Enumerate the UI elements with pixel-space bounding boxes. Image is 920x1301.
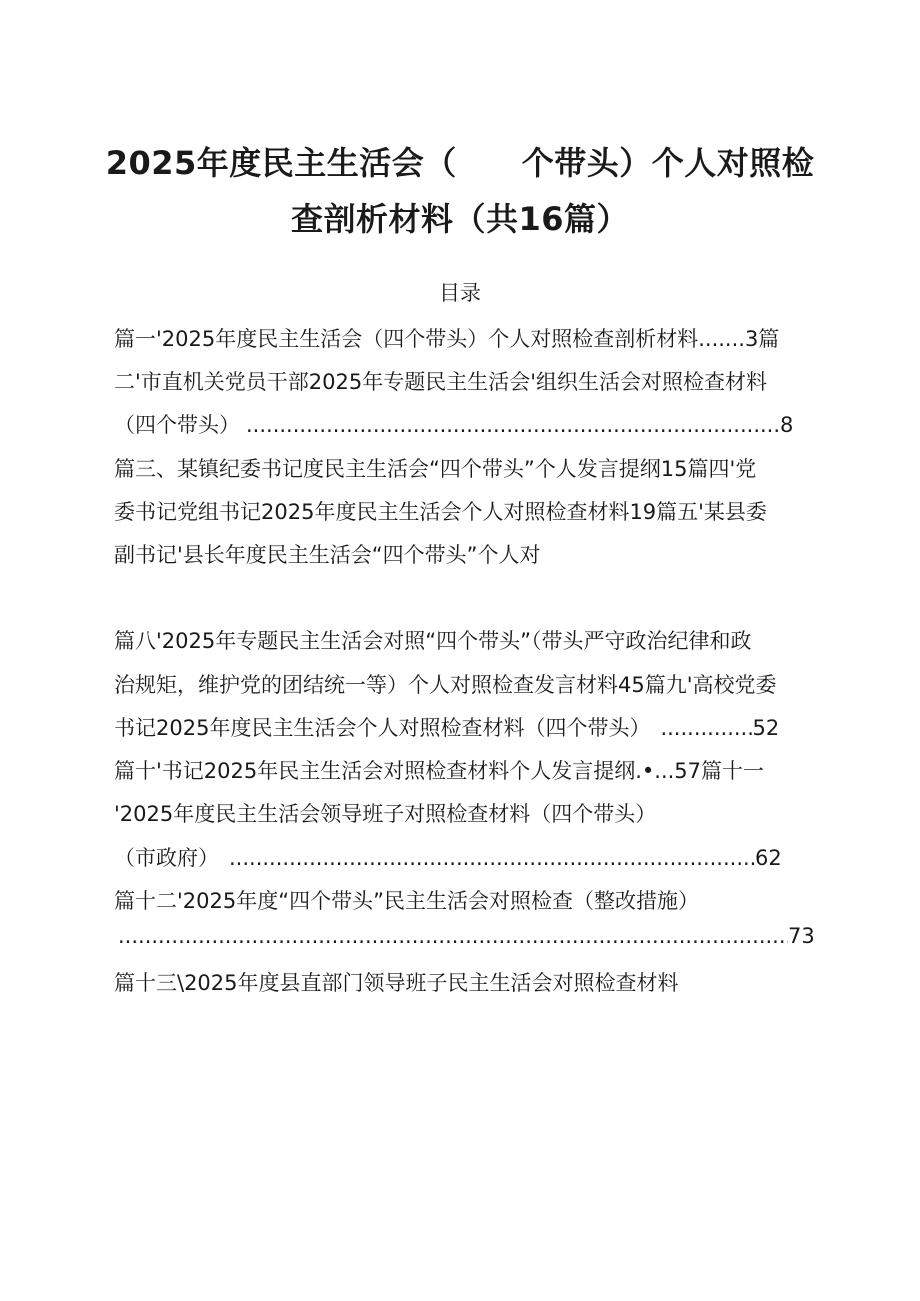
toc-page-number: 62	[755, 846, 782, 870]
dot-leader	[118, 922, 788, 950]
dot-leader	[246, 411, 780, 439]
toc-line-14[interactable]	[118, 922, 815, 950]
toc-line-5[interactable]: 委书记党组书记2025年度民主生活会个人对照检查材料19篇五'某县委	[114, 500, 767, 524]
toc-line-7[interactable]: 篇八'2025年专题民主生活会对照“四个带头”（带头严守政治纪律和政	[114, 629, 752, 653]
toc-heading: 目录	[439, 281, 481, 305]
toc-line-3[interactable]	[114, 411, 793, 439]
toc-line-11[interactable]: '2025年度民主生活会领导班子对照检查材料（四个带头）	[114, 802, 657, 826]
toc-entry-text: （四个带头）	[114, 413, 240, 437]
toc-line-9[interactable]	[114, 714, 779, 742]
toc-entry-text: （市政府）	[114, 846, 219, 870]
toc-line-1[interactable]: 篇一'2025年度民主生活会（四个带头）个人对照检查剖析材料.......3篇	[114, 327, 780, 351]
toc-line-10[interactable]: 篇十'书记2025年民主生活会对照检查材料个人发言提纲.•...57篇十一	[114, 759, 765, 783]
toc-entry-text: 书记2025年度民主生活会个人对照检查材料（四个带头）	[114, 716, 651, 740]
toc-page-number: 8	[780, 413, 794, 437]
toc-line-6[interactable]: 副书记'县长年度民主生活会“四个带头”个人对	[114, 543, 541, 567]
dot-leader	[660, 714, 752, 742]
toc-page-number: 52	[752, 716, 780, 740]
toc-page-number: 73	[788, 924, 815, 948]
toc-line-15[interactable]: 篇十三\2025年度县直部门领导班子民主生活会对照检查材料	[114, 971, 679, 995]
toc-line-8[interactable]: 治规矩，维护党的团结统一等）个人对照检查发言材料45篇九'高校党委	[114, 673, 777, 697]
document-title-line-2: 查剖析材料（共16篇）	[290, 200, 630, 238]
toc-line-4[interactable]: 篇三、某镇纪委书记度民主生活会“四个带头”个人发言提纲15篇四'党	[114, 457, 757, 481]
document-title-line-1: 2025年度民主生活会（ 个带头）个人对照检	[105, 144, 815, 182]
dot-leader	[229, 844, 755, 872]
toc-line-2[interactable]: 二'市直机关党员干部2025年专题民主生活会'组织生活会对照检查材料	[114, 370, 767, 394]
toc-line-12[interactable]	[114, 844, 782, 872]
toc-line-13[interactable]: 篇十二'2025年度“四个带头”民主生活会对照检查（整改措施）	[114, 889, 699, 913]
